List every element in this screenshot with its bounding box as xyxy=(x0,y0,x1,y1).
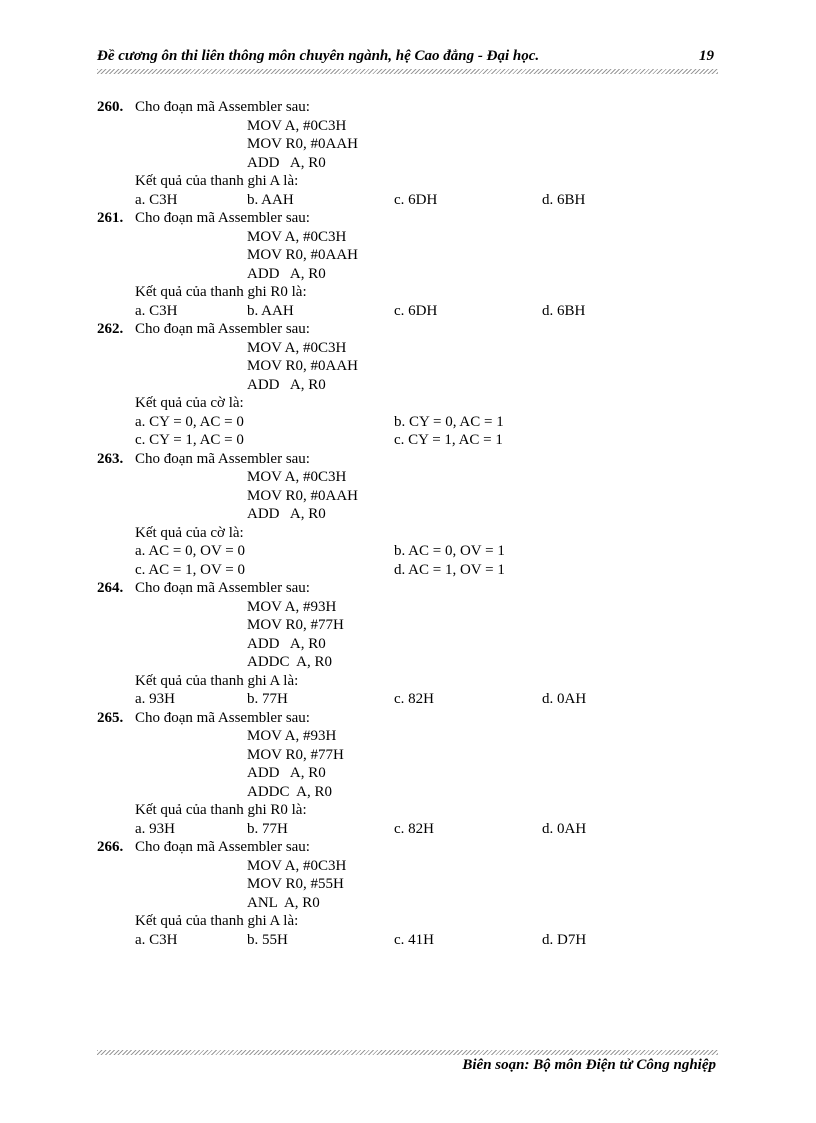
question-header-line xyxy=(97,320,717,339)
code-line xyxy=(97,265,717,284)
question-number: 264. xyxy=(97,580,124,596)
assembly-instruction: MOV R0, #77H xyxy=(247,617,344,633)
question-prompt: Cho đoạn mã Assembler sau: xyxy=(135,321,310,337)
answer-option: a. C3H xyxy=(135,191,178,208)
question-number: 265. xyxy=(97,709,124,726)
question-number: 261. xyxy=(97,210,124,226)
answer-option: b. AAH xyxy=(247,191,294,208)
code-line xyxy=(97,468,717,487)
question-text: Kết quả của cờ là: xyxy=(135,395,244,411)
question-line xyxy=(97,524,717,543)
header-title: Đề cương ôn thi liên thông môn chuyên ngành, hệ Cao đẳng - Đại học. xyxy=(97,48,540,64)
options-row xyxy=(97,820,717,839)
code-line xyxy=(97,339,717,358)
options-row xyxy=(97,690,717,709)
assembly-instruction: ADD A, R0 xyxy=(247,376,326,393)
code-line xyxy=(97,653,717,672)
question-text: Kết quả của thanh ghi A là: xyxy=(135,913,299,929)
answer-option: a. C3H xyxy=(135,931,178,948)
code-line xyxy=(97,376,717,395)
code-line xyxy=(97,357,717,376)
question-line xyxy=(97,912,717,931)
question-header-line xyxy=(97,838,717,857)
answer-option: d. 6BH xyxy=(542,302,586,319)
assembly-instruction: MOV R0, #55H xyxy=(247,876,344,892)
answer-option: b. AC = 0, OV = 1 xyxy=(394,543,505,559)
question-header-line xyxy=(97,450,717,469)
answer-option: d. D7H xyxy=(542,931,587,948)
question-block xyxy=(97,209,717,320)
answer-option: c. AC = 1, OV = 0 xyxy=(135,561,245,578)
answer-option: c. 82H xyxy=(394,691,434,707)
question-line xyxy=(97,283,717,302)
options-row xyxy=(97,931,717,950)
assembly-instruction: MOV A, #93H xyxy=(247,728,337,744)
answer-option: b. AAH xyxy=(247,302,294,319)
code-line xyxy=(97,894,717,913)
question-text: Kết quả của thanh ghi A là: xyxy=(135,672,299,689)
answer-option: d. 0AH xyxy=(542,691,587,707)
assembly-instruction: ADD A, R0 xyxy=(247,265,326,282)
code-line xyxy=(97,764,717,783)
assembly-instruction: MOV R0, #0AAH xyxy=(247,136,358,152)
answer-option: a. 93H xyxy=(135,691,175,707)
question-block xyxy=(97,98,717,209)
code-line xyxy=(97,505,717,524)
question-block xyxy=(97,320,717,450)
assembly-instruction: MOV R0, #0AAH xyxy=(247,358,358,374)
assembly-instruction: MOV R0, #77H xyxy=(247,746,344,763)
answer-option: c. 82H xyxy=(394,820,434,837)
question-number: 260. xyxy=(97,99,124,115)
assembly-instruction: ADD A, R0 xyxy=(247,635,326,652)
question-line xyxy=(97,672,717,691)
assembly-instruction: ANL A, R0 xyxy=(247,894,320,911)
assembly-instruction: ADD A, R0 xyxy=(247,154,326,171)
question-prompt: Cho đoạn mã Assembler sau: xyxy=(135,839,310,855)
question-header-line xyxy=(97,98,717,117)
question-block xyxy=(97,579,717,709)
assembly-instruction: ADDC A, R0 xyxy=(247,654,333,670)
header-divider xyxy=(97,69,718,74)
answer-option: b. 77H xyxy=(247,691,288,707)
answer-option: c. 6DH xyxy=(394,191,438,208)
assembly-instruction: MOV R0, #0AAH xyxy=(247,247,358,263)
question-prompt: Cho đoạn mã Assembler sau: xyxy=(135,580,310,596)
question-list xyxy=(97,98,717,949)
code-line xyxy=(97,246,717,265)
question-prompt: Cho đoạn mã Assembler sau: xyxy=(135,709,310,726)
question-prompt: Cho đoạn mã Assembler sau: xyxy=(135,99,310,115)
code-line xyxy=(97,727,717,746)
options-row xyxy=(97,302,717,321)
question-number: 263. xyxy=(97,450,124,467)
answer-option: b. 77H xyxy=(247,820,288,837)
answer-option: c. 41H xyxy=(394,931,434,948)
assembly-instruction: MOV A, #0C3H xyxy=(247,228,347,245)
question-prompt: Cho đoạn mã Assembler sau: xyxy=(135,450,310,467)
footer-divider xyxy=(97,1050,718,1055)
code-line xyxy=(97,746,717,765)
question-text: Kết quả của thanh ghi R0 là: xyxy=(135,802,307,818)
page-header xyxy=(97,48,718,68)
code-line xyxy=(97,228,717,247)
assembly-instruction: MOV A, #0C3H xyxy=(247,117,347,134)
question-prompt: Cho đoạn mã Assembler sau: xyxy=(135,210,310,226)
answer-option: c. 6DH xyxy=(394,302,438,319)
assembly-instruction: MOV A, #93H xyxy=(247,598,337,615)
question-block xyxy=(97,709,717,839)
options-row xyxy=(97,561,717,580)
answer-option: d. 6BH xyxy=(542,191,586,208)
footer-credit: Biên soạn: Bộ môn Điện tử Công nghiệp xyxy=(462,1057,716,1073)
assembly-instruction: MOV A, #0C3H xyxy=(247,857,347,874)
question-header-line xyxy=(97,579,717,598)
options-row xyxy=(97,542,717,561)
question-block xyxy=(97,450,717,580)
answer-option: d. AC = 1, OV = 1 xyxy=(394,561,505,578)
question-line xyxy=(97,172,717,191)
code-line xyxy=(97,598,717,617)
code-line xyxy=(97,154,717,173)
question-text: Kết quả của cờ là: xyxy=(135,524,244,541)
question-text: Kết quả của thanh ghi A là: xyxy=(135,173,299,189)
question-header-line xyxy=(97,209,717,228)
code-line xyxy=(97,857,717,876)
assembly-instruction: MOV R0, #0AAH xyxy=(247,487,358,504)
code-line xyxy=(97,875,717,894)
page-number: 19 xyxy=(699,48,714,64)
code-line xyxy=(97,783,717,802)
assembly-instruction: ADDC A, R0 xyxy=(247,783,333,800)
question-number: 266. xyxy=(97,839,124,855)
code-line xyxy=(97,616,717,635)
assembly-instruction: ADD A, R0 xyxy=(247,506,326,522)
answer-option: c. CY = 1, AC = 0 xyxy=(135,432,244,448)
assembly-instruction: MOV A, #0C3H xyxy=(247,339,347,356)
assembly-instruction: MOV A, #0C3H xyxy=(247,469,347,485)
question-text: Kết quả của thanh ghi R0 là: xyxy=(135,284,307,300)
answer-option: b. CY = 0, AC = 1 xyxy=(394,413,504,430)
question-line xyxy=(97,394,717,413)
options-row xyxy=(97,191,717,210)
assembly-instruction: ADD A, R0 xyxy=(247,765,326,781)
question-header-line xyxy=(97,709,717,728)
answer-option: c. CY = 1, AC = 1 xyxy=(394,432,503,448)
code-line xyxy=(97,635,717,654)
answer-option: d. 0AH xyxy=(542,820,587,837)
code-line xyxy=(97,487,717,506)
options-row xyxy=(97,413,717,432)
options-row xyxy=(97,431,717,450)
code-line xyxy=(97,135,717,154)
answer-option: a. C3H xyxy=(135,302,178,319)
question-number: 262. xyxy=(97,321,124,337)
answer-option: b. 55H xyxy=(247,931,288,948)
answer-option: a. CY = 0, AC = 0 xyxy=(135,413,244,430)
question-block xyxy=(97,838,717,949)
code-line xyxy=(97,117,717,136)
answer-option: a. AC = 0, OV = 0 xyxy=(135,543,245,559)
answer-option: a. 93H xyxy=(135,820,175,837)
question-line xyxy=(97,801,717,820)
